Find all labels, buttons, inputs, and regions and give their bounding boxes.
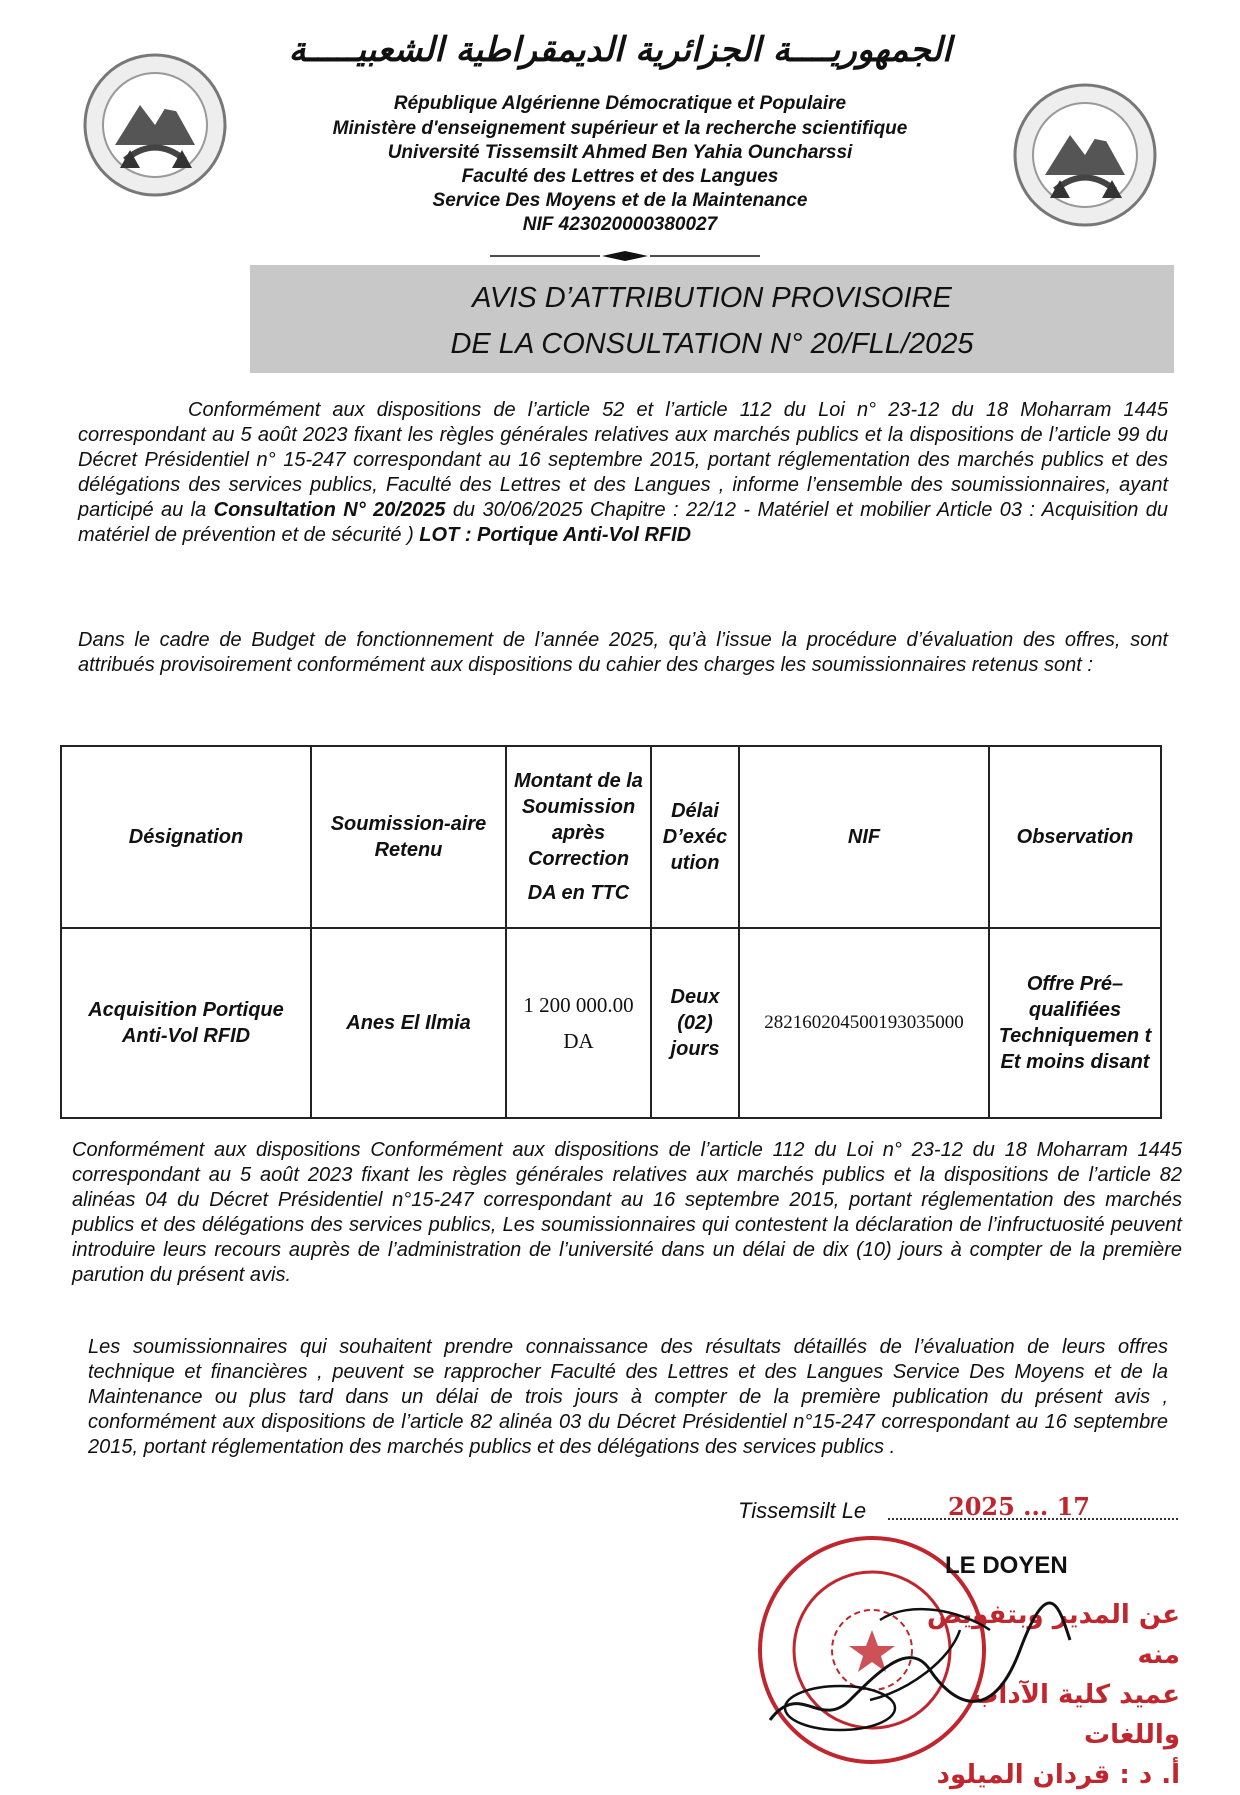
- montant-currency: DA: [563, 1029, 594, 1053]
- arabic-republic-title: الجمهوريــــة الجزائرية الديمقراطية الشعبيـــــة: [288, 30, 952, 70]
- recours-paragraph: Conformément aux dispositions Conformément aux dispositions de l’article 112 du Loi n° 23-12 du 18 Moharram 1445 correspondant au 5 août 2023 fixant les règles générales relatives aux marchés publics et la dispositions de l’article 82 alinéas 04 du Décret Présidentiel n°15-247 correspondant au 16 septembre 2015, portant réglementation des marchés publics et des délégations des services publics, Les soumissionnaires qui contestent la déclaration de l’infructuosité peuvent introduire leurs recours auprès de l’administration de l’université dans un délai de dix (10) jours à compter de la première parution du présent avis.: [72, 1139, 1182, 1286]
- notice-title-line2: DE LA CONSULTATION N° 20/FLL/2025: [450, 328, 974, 360]
- header-line-republic: République Algérienne Démocratique et Populaire: [393, 93, 847, 114]
- signatory-title: LE DOYEN: [945, 1552, 1068, 1579]
- col-montant: Montant de la Soumission après Correction DA en TTC: [506, 746, 651, 928]
- cell-montant: 1 200 000.00 DA: [506, 928, 651, 1118]
- lot-label: LOT : Portique Anti-Vol RFID: [419, 524, 692, 546]
- cell-delai: Deux (02) jours: [651, 928, 739, 1118]
- intro-paragraph: [78, 398, 1168, 548]
- university-seal-icon: [80, 50, 230, 200]
- award-table: [60, 745, 1162, 1119]
- header-line-service: Service Des Moyens et de la Maintenance: [432, 190, 808, 211]
- table-row: [61, 928, 1161, 1118]
- date-stamp: 2025 ... 17: [948, 1492, 1090, 1521]
- col-soumissionnaire: Soumission-aire Retenu: [311, 746, 506, 928]
- header-line-university: Université Tissemsilt Ahmed Ben Yahia Ouncharssi: [387, 142, 853, 163]
- handwritten-signature: [760, 1580, 1080, 1740]
- table-header-row: [61, 746, 1161, 928]
- arabic-stamp-text: عن المدير وبتفويض منه عميد كلية الآداب واللغات أ. د : قردان الميلود: [926, 1600, 1180, 1790]
- consultation-reference: Consultation N° 20/2025: [213, 499, 446, 521]
- col-observation: Observation: [989, 746, 1161, 928]
- cell-observation: Offre Pré–qualifiées Techniquemen t Et moins disant: [989, 928, 1161, 1118]
- intro-text-part2: du 30/06/2025 Chapitre : 22/12 - Matériel et mobilier Article 03 : Acquisition du matériel de prévention et de sécurité ): [78, 499, 1169, 546]
- budget-paragraph: Dans le cadre de Budget de fonctionnement de l’année 2025, qu’à l’issue la procédure d’évaluation des offres, sont attribués provisoirement conformément aux dispositions du cahier des charges les soumissionnaires retenus sont :: [78, 629, 1168, 676]
- cell-nif: 282160204500193035000: [739, 928, 989, 1118]
- col-delai: Délai D’exéc ution: [651, 746, 739, 928]
- cell-designation: Acquisition Portique Anti-Vol RFID: [61, 928, 311, 1118]
- montant-unit: DA en TTC: [527, 882, 630, 904]
- cell-soumissionnaire: Anes El Ilmia: [311, 928, 506, 1118]
- header-line-nif: NIF 423020000380027: [522, 214, 718, 235]
- col-designation: Désignation: [61, 746, 311, 928]
- col-nif: NIF: [739, 746, 989, 928]
- header-line-ministry: Ministère d'enseignement supérieur et la recherche scientifique: [332, 118, 908, 139]
- header-line-faculty: Faculté des Lettres et des Langues: [461, 166, 779, 187]
- intro-text-part1: Conformément aux dispositions de l’article 52 et l’article 112 du Loi n° 23-12 du 18 Moharram 1445 correspondant au 5 août 2023 fixant les règles générales relatives aux marchés publics et la dispositions de l’article 99 du Décret Présidentiel n° 15-247 correspondant au 16 septembre 2015, portant réglementation des marchés publics et des délégations des services publics, Faculté des Lettres et des Langues , informe l’ensemble des soumissionnaires, ayant participé au la: [78, 399, 1168, 521]
- header-divider: [490, 248, 760, 264]
- signature-place: Tissemsilt Le: [738, 1498, 867, 1523]
- results-paragraph: Les soumissionnaires qui souhaitent prendre connaissance des résultats détaillés de l’évaluation de leurs offres technique et financières , peuvent se rapprocher Faculté des Lettres et des Langues Service Des Moyens et de la Maintenance ou plus tard dans un délai de trois jours à compter de la première publication du présent avis , conformément aux dispositions de l’article 82 alinéa 03 du Décret Présidentiel n°15-247 correspondant au 16 septembre 2015, portant réglementation des marchés publics et des délégations des services publics .: [88, 1336, 1168, 1458]
- university-seal-icon: [1010, 80, 1160, 230]
- notice-title-line1: AVIS D’ATTRIBUTION PROVISOIRE: [472, 282, 952, 314]
